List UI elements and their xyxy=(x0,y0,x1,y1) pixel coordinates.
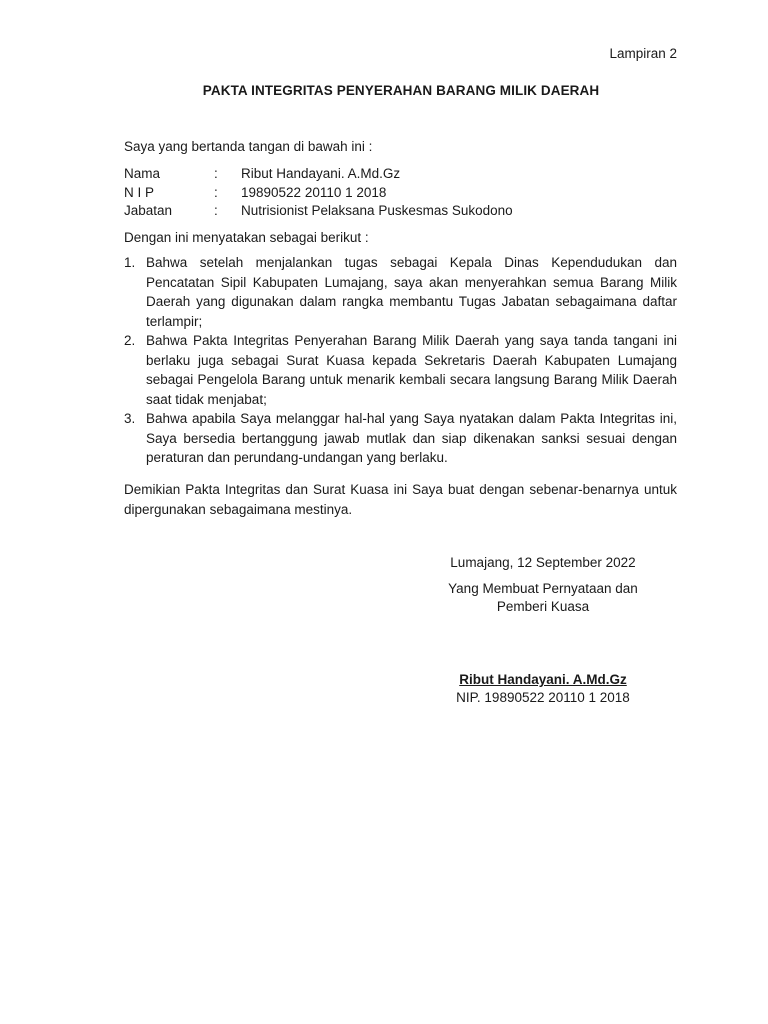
identity-row-name xyxy=(124,165,513,184)
identity-value: 19890522 20110 1 2018 xyxy=(241,184,387,200)
identity-colon: : xyxy=(214,203,218,218)
item-number: 1. xyxy=(124,255,136,270)
item-number: 2. xyxy=(124,333,136,348)
document-title: PAKTA INTEGRITAS PENYERAHAN BARANG MILIK DAERAH xyxy=(202,83,600,98)
identity-colon: : xyxy=(214,166,218,181)
identity-label: Jabatan xyxy=(124,203,173,218)
identity-value: Nutrisionist Pelaksana Puskesmas Sukodono xyxy=(241,203,513,218)
statement-item xyxy=(124,331,677,409)
signature-role xyxy=(420,580,666,616)
intro-text: Saya yang bertanda tangan di bawah ini : xyxy=(124,139,373,154)
item-text: Bahwa apabila Saya melanggar hal-hal yang Saya nyatakan dalam Pakta Integritas ini, Saya bersedia bertanggung jawab mutlak dan siap dikenakan sanksi sesuai dengan peraturan dan perundang-undangan yang berlaku. xyxy=(146,411,677,465)
statement-list xyxy=(124,253,677,468)
statement-item xyxy=(124,253,677,331)
attachment-label: Lampiran 2 xyxy=(609,46,677,61)
identity-label: N I P xyxy=(124,184,155,200)
item-text: Bahwa Pakta Integritas Penyerahan Barang Milik Daerah yang saya tanda tangani ini berlaku juga sebagai Surat Kuasa kepada Sekretaris Daerah Kabupaten Lumajang sebagai Pengelola Barang untuk menarik kembali secara langsung Barang Milik Daerah saat tidak menjabat; xyxy=(146,333,677,407)
identity-value: Ribut Handayani. A.Md.Gz xyxy=(241,166,401,181)
statement-item xyxy=(124,409,677,468)
item-text: Bahwa setelah menjalankan tugas sebagai Kepala Dinas Kependudukan dan Pencatatan Sipil Kabupaten Lumajang, saya akan menyerahkan semua Barang Milik Daerah yang digunakan dalam rangka membantu Tugas Jabatan sebagaimana daftar terlampir; xyxy=(146,255,677,329)
identity-table xyxy=(124,165,513,221)
identity-label: Nama xyxy=(124,166,161,181)
identity-row-nip xyxy=(124,184,513,203)
identity-row-position xyxy=(124,202,513,221)
signatory-name: Ribut Handayani. A.Md.Gz xyxy=(459,672,627,687)
item-number: 3. xyxy=(124,411,136,426)
signatory-nip: NIP. 19890522 20110 1 2018 xyxy=(456,690,630,705)
signature-role-line: Yang Membuat Pernyataan dan xyxy=(448,581,638,596)
closing-paragraph: Demikian Pakta Integritas dan Surat Kuasa ini Saya buat dengan sebenar-benarnya untuk dipergunakan sebagaimana mestinya. xyxy=(124,482,677,517)
signature-place-date: Lumajang, 12 September 2022 xyxy=(450,555,636,570)
statement-intro: Dengan ini menyatakan sebagai berikut : xyxy=(124,230,369,245)
signature-role-line: Pemberi Kuasa xyxy=(496,599,590,614)
identity-colon: : xyxy=(214,184,218,200)
